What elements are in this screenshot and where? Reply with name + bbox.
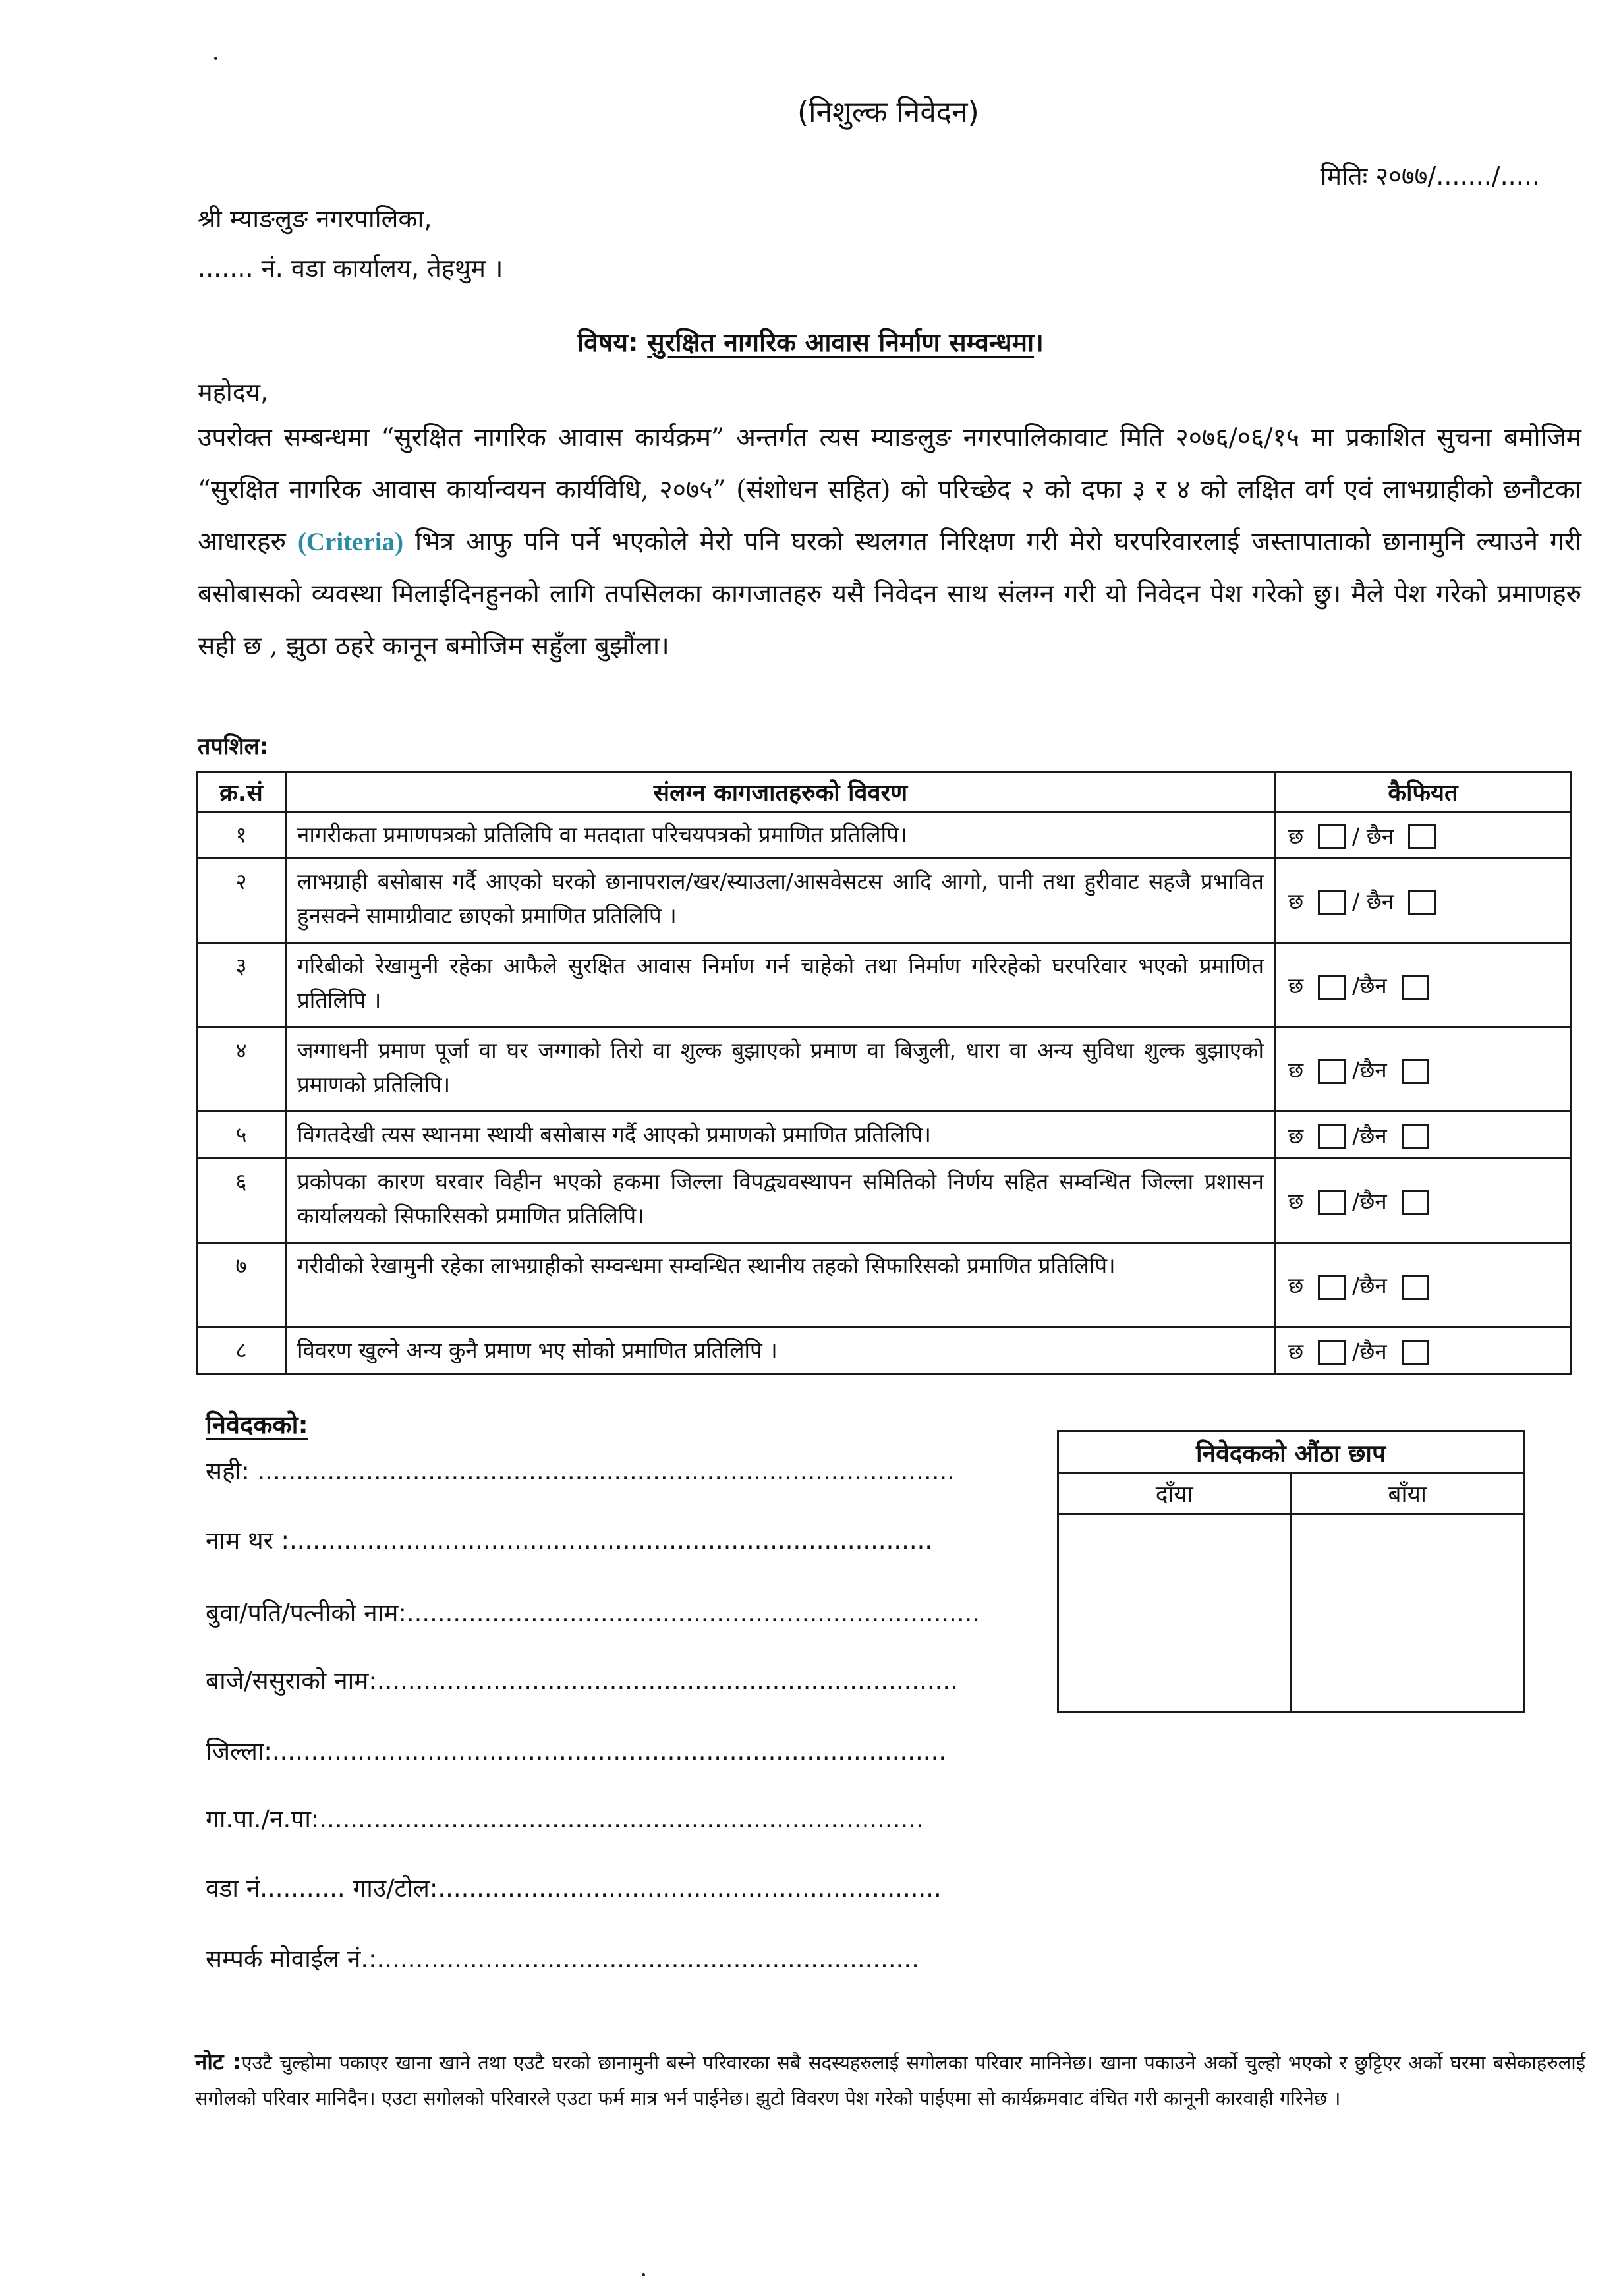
yes-checkbox[interactable] [1318,1190,1346,1215]
row-description: जग्गाधनी प्रमाण पूर्जा वा घर जग्गाको तिरो वा शुल्क बुझाएको प्रमाण वा बिजुली, धारा वा अन्य सुविधा शुल्क बुझाएको प्रमाणको प्रतिलिपि। [286,1027,1276,1112]
no-checkbox[interactable] [1402,1124,1429,1149]
no-label: /छैन [1352,973,1387,998]
no-label: /छैन [1352,1338,1387,1364]
yes-checkbox[interactable] [1318,975,1346,1000]
row-number: २ [197,859,286,943]
no-checkbox[interactable] [1408,890,1436,915]
table-header-row [197,772,1571,812]
table-row [197,1159,1571,1243]
salutation: महोदय, [198,378,269,407]
table-row [197,859,1571,943]
table-row [197,1243,1571,1327]
row-number: ८ [197,1327,286,1374]
no-checkbox[interactable] [1408,824,1436,849]
no-label: /छैन [1352,1188,1387,1214]
body-text-part-2: भित्र आफु पनि पर्ने भएकोले मेरो पनि घरको स्थलगत निरिक्षण गरी मेरो घरपरिवारलाई जस्तापाताको छानामुनि ल्याउने गरी बसोबासको व्यवस्था मिलाईदिनहुनको लागि तपसिलका कागजातहरु यसै निवेदन साथ संलग्न गरी यो निवेदन पेश गरेको छु। मैले पेश गरेको प्रमाणहरु सही छ , झुठा ठहरे कानून बमोजिम सहुँला बुझौंला। [198,527,1581,661]
row-remarks [1276,1159,1571,1243]
no-label: /छैन [1352,1273,1387,1298]
header-remarks: कैफियत [1276,772,1571,812]
yes-checkbox[interactable] [1318,1275,1346,1300]
yes-checkbox[interactable] [1318,1059,1346,1084]
right-thumb-label: दाँया [1058,1473,1292,1514]
yes-label: छ [1288,1338,1304,1364]
signature-field[interactable]: सही: .......................................................................................... [206,1457,955,1485]
yes-label: छ [1288,973,1304,998]
subject-end: । [1034,328,1044,358]
left-thumb-label: बाँया [1291,1473,1524,1514]
yes-label: छ [1288,1188,1304,1214]
header-description: संलग्न कागजातहरुको विवरण [286,772,1276,812]
no-label: / छैन [1352,822,1394,849]
no-label: / छैन [1352,888,1394,914]
no-label: /छैन [1352,1057,1387,1083]
right-thumb-area[interactable] [1058,1514,1292,1713]
tapshil-label: तपशिल: [198,733,269,760]
row-remarks [1276,943,1571,1027]
scan-speck [642,2273,645,2276]
row-remarks [1276,1027,1571,1112]
no-checkbox[interactable] [1402,1275,1429,1300]
row-remarks [1276,1112,1571,1159]
no-checkbox[interactable] [1402,975,1429,1000]
row-number: ३ [197,943,286,1027]
row-number: ४ [197,1027,286,1112]
subject-text: सुरक्षित नागरिक आवास निर्माण सम्वन्धमा [647,328,1035,358]
document-title: (निशुल्क निवेदन) [797,96,979,129]
row-number: १ [197,812,286,859]
yes-checkbox[interactable] [1318,1340,1346,1365]
yes-label: छ [1288,1057,1304,1083]
address-line-2: ....... नं. वडा कार्यालय, तेहथुम । [198,254,503,283]
yes-checkbox[interactable] [1318,824,1346,849]
municipality-field[interactable]: गा.पा./न.पा:.............................................................................. [206,1805,924,1833]
table-row [197,1112,1571,1159]
grandfather-name-field[interactable]: बाजे/ससुराको नाम:........................................................................... [206,1667,958,1695]
thumbprint-caption: निवेदकको औंठा छाप [1058,1431,1524,1473]
no-label: /छैन [1352,1122,1387,1149]
row-remarks [1276,1243,1571,1327]
table-row [197,943,1571,1027]
row-description: विवरण खुल्ने अन्य कुनै प्रमाण भए सोको प्रमाणित प्रतिलिपि । [286,1327,1276,1374]
note-label: नोट : [195,2049,242,2075]
row-remarks [1276,1327,1571,1374]
table-row [197,812,1571,859]
row-number: ५ [197,1112,286,1159]
date-line: मितिः २०७७/......./..... [1320,161,1540,190]
yes-checkbox[interactable] [1318,1124,1346,1149]
row-description: प्रकोपका कारण घरवार विहीन भएको हकमा जिल्ला विपद्व्यवस्थापन समितिको निर्णय सहित सम्वन्धित जिल्ला प्रशासन कार्यालयको सिफारिसको प्रमाणित प्रतिलिपि। [286,1159,1276,1243]
table-row [197,1027,1571,1112]
body-paragraph [198,412,1581,672]
mobile-number-field[interactable]: सम्पर्क मोवाईल नं.:...................................................................... [206,1945,919,1973]
yes-label: छ [1288,1273,1304,1298]
header-serial: क्र.सं [197,772,286,812]
note-section [195,2044,1585,2116]
yes-label: छ [1288,888,1304,914]
row-number: ६ [197,1159,286,1243]
note-text: एउटै चुल्होमा पकाएर खाना खाने तथा एउटै घरको छानामुनी बस्ने परिवारका सबै सदस्यहरुलाई सगोलका परिवार मानिनेछ। खाना पकाउने अर्को चुल्हो भएको र छुट्टिएर अर्को घरमा बसेकाहरुलाई सगोलको परिवार मानिदैन। एउटा सगोलको परिवारले एउटा फर्म मात्र भर्न पाईनेछ। झुटो विवरण पेश गरेको पाईएमा सो कार्यक्रमवाट वंचित गरी कानूनी कारवाही गरिनेछ । [195,2052,1585,2109]
parent-spouse-name-field[interactable]: बुवा/पति/पत्नीको नाम:.......................................................................... [206,1599,980,1627]
no-checkbox[interactable] [1402,1059,1429,1084]
body-text-part-1: उपरोक्त सम्बन्धमा “सुरक्षित नागरिक आवास कार्यक्रम” अन्तर्गत त्यस म्याङलुङ नगरपालिकावाट मिति २०७६/०६/१५ मा प्रकाशित सुचना बमोजिम “सुरक्षित नागरिक आवास कार्यान्वयन कार्यविधि, २०७५” (संशोधन सहित) को परिच्छेद २ को दफा ३ र ४ को लक्षित वर्ग एवं लाभग्राहीको छनौटका आधारहरु [198,423,1581,557]
ward-village-field[interactable]: वडा नं........... गाउ/टोल:................................................................. [206,1874,942,1903]
full-name-field[interactable]: नाम थर :................................................................................... [206,1526,933,1555]
subject-label: विषय: [577,328,639,358]
row-description: विगतदेखी त्यस स्थानमा स्थायी बसोबास गर्दै आएको प्रमाणको प्रमाणित प्रतिलिपि। [286,1112,1276,1159]
row-number: ७ [197,1243,286,1327]
documents-table [196,771,1572,1375]
subject-line [198,324,1423,359]
applicant-heading: निवेदकको: [206,1410,308,1439]
address-line-1: श्री म्याङलुङ नगरपालिका, [198,204,432,233]
row-remarks [1276,859,1571,943]
row-remarks [1276,812,1571,859]
row-description: गरीवीको रेखामुनी रहेका लाभग्राहीको सम्वन्धमा सम्वन्धित स्थानीय तहको सिफारिसको प्रमाणित प्रतिलिपि। [286,1243,1276,1327]
row-description: नागरीकता प्रमाणपत्रको प्रतिलिपि वा मतदाता परिचयपत्रको प्रमाणित प्रतिलिपि। [286,812,1276,859]
no-checkbox[interactable] [1402,1190,1429,1215]
scan-speck [214,57,217,60]
criteria-term: (Criteria) [297,528,404,556]
district-field[interactable]: जिल्ला:....................................................................................... [206,1737,947,1765]
row-description: लाभग्राही बसोबास गर्दै आएको घरको छानापराल/खर/स्याउला/आसवेसटस आदि आगो, पानी तथा हुरीवाट सहजै प्रभावित हुनसक्ने सामाग्रीवाट छाएको प्रमाणित प्रतिलिपि । [286,859,1276,943]
left-thumb-area[interactable] [1291,1514,1524,1713]
no-checkbox[interactable] [1402,1340,1429,1365]
yes-label: छ [1288,1122,1304,1149]
yes-checkbox[interactable] [1318,890,1346,915]
yes-label: छ [1288,822,1304,849]
thumbprint-box [1057,1430,1525,1713]
table-row [197,1327,1571,1374]
row-description: गरिबीको रेखामुनी रहेका आफैले सुरक्षित आवास निर्माण गर्न चाहेको तथा निर्माण गरिरहेको घरपरिवार भएको प्रमाणित प्रतिलिपि । [286,943,1276,1027]
